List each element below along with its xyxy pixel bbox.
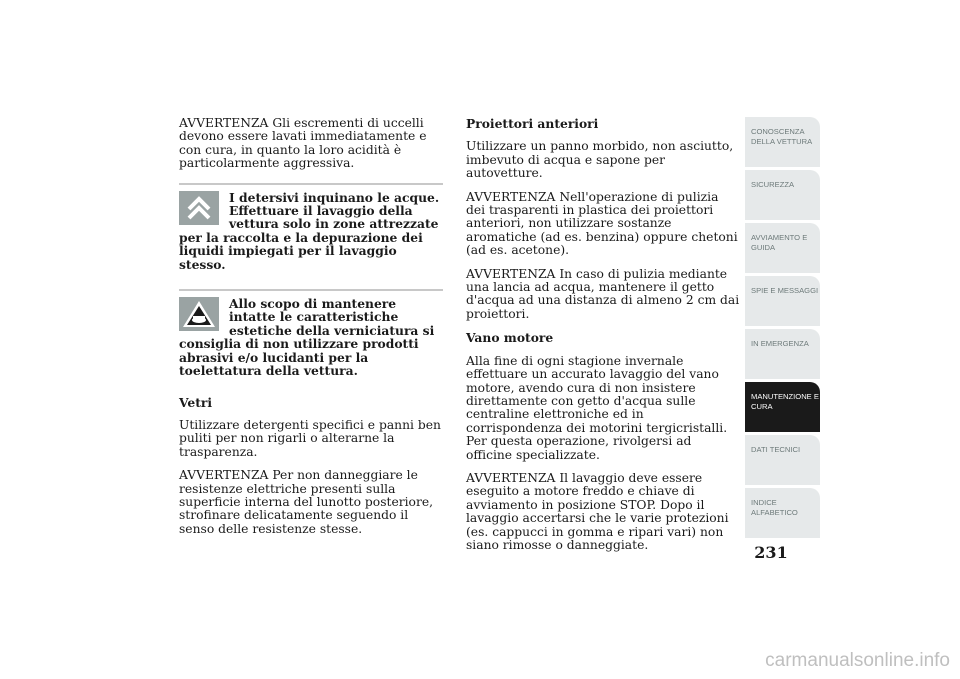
paragraph-proiettori: Utilizzare un panno morbido, non asciutto, imbevuto di acqua e sapone per autovetture. bbox=[466, 139, 734, 181]
paragraph-proiettori-warning: AVVERTENZA Nell'operazione di pulizia dei trasparenti in plastica dei proiettori anteriori, non utilizzare sostanze aromatiche (ad es. benzina) oppure chetoni (ad es. acetone). bbox=[466, 189, 738, 258]
chapter-tabs bbox=[745, 117, 820, 541]
tab-indice[interactable]: INDICE ALFABETICO bbox=[745, 488, 820, 538]
tab-spie[interactable]: SPIE E MESSAGGI bbox=[745, 276, 820, 326]
paragraph-engine-warning: AVVERTENZA Il lavaggio deve essere eseguito a motore freddo e chiave di avviamento in posizione STOP. Dopo il lavaggio accertarsi che le varie protezioni (es. cappucci in gomma e ripari vari) non siano rimosse o danneggiate. bbox=[466, 470, 729, 552]
paragraph-rear-window: AVVERTENZA Per non danneggiare le resistenze elettriche presenti sulla superficie interna del lunotto posteriore, strofinare delicatamente seguendo il senso delle resistenze stesse. bbox=[179, 468, 434, 536]
warning-notice bbox=[179, 289, 443, 377]
right-column bbox=[466, 117, 741, 562]
tab-emergenza[interactable]: IN EMERGENZA bbox=[745, 329, 820, 379]
tab-conoscenza[interactable]: CONOSCENZA DELLA VETTURA bbox=[745, 117, 820, 167]
warning-notice-text: Allo scopo di mantenere intatte le caratteristiche estetiche della verniciatura si consiglia di non utilizzare prodotti abrasivi e/o lucidanti per la toelettatura della vettura. bbox=[179, 296, 435, 379]
environment-icon bbox=[179, 191, 219, 225]
paragraph-water-jet: AVVERTENZA In caso di pulizia mediante una lancia ad acqua, mantenere il getto d'acqua ad una distanza di almeno 2 cm dai proiettori. bbox=[466, 266, 740, 321]
environment-notice-text: I detersivi inquinano le acque. Effettuare il lavaggio della vettura solo in zone attrezzate per la raccolta e la depurazione dei liquidi impiegati per il lavaggio stesso. bbox=[179, 189, 440, 272]
page-number: 231 bbox=[754, 543, 788, 562]
tab-avviamento[interactable]: AVVIAMENTO E GUIDA bbox=[745, 223, 820, 273]
warning-triangle-icon bbox=[179, 297, 219, 331]
left-column bbox=[179, 117, 443, 546]
section-heading-vano-motore: Vano motore bbox=[466, 330, 554, 346]
watermark: carmanualsonline.info bbox=[765, 650, 950, 671]
tab-manutenzione[interactable]: MANUTENZIONE E CURA bbox=[745, 382, 820, 432]
environment-notice bbox=[179, 183, 443, 271]
paragraph-vetri: Utilizzare detergenti specifici e panni ben puliti per non rigarli o alterarne la trasparenza. bbox=[179, 417, 441, 459]
tab-sicurezza[interactable]: SICUREZZA bbox=[745, 170, 820, 220]
section-heading-vetri: Vetri bbox=[179, 394, 213, 410]
tab-dati-tecnici[interactable]: DATI TECNICI bbox=[745, 435, 820, 485]
paragraph-vano-motore: Alla fine di ogni stagione invernale effettuare un accurato lavaggio del vano motore, avendo cura di non insistere direttamente con getto d'acqua sulle centraline elettroniche ed in corrispondenza dei motorini tergicristalli. Per questa operazione, rivolgersi ad officine specializzate. bbox=[466, 353, 728, 462]
section-heading-proiettori: Proiettori anteriori bbox=[466, 116, 599, 131]
paragraph-bird-droppings: AVVERTENZA Gli escrementi di uccelli devono essere lavati immediatamente e con cura, in quanto la loro acidità è particolarmente aggressiva. bbox=[179, 116, 427, 171]
